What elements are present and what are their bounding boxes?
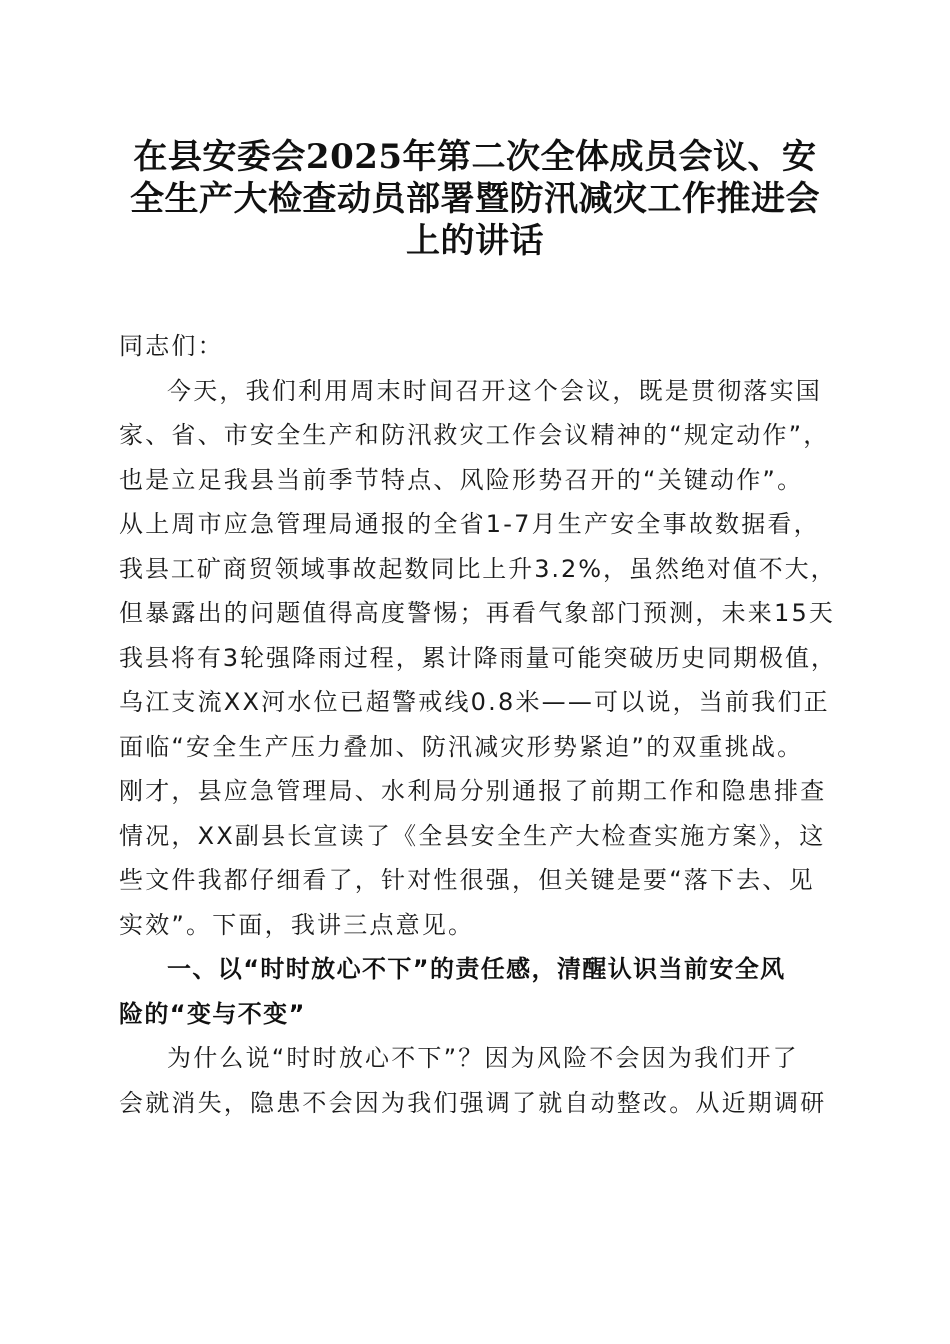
- paragraph-line: 实效”。下面，我讲三点意见。: [119, 910, 475, 939]
- paragraph-line: 乌江支流XX河水位已超警戒线0.8米——可以说，当前我们正: [119, 688, 830, 716]
- document-body: [119, 324, 839, 1125]
- title-line: 全生产大检查动员部署暨防汛减灾工作推进会: [130, 179, 820, 219]
- title-line: 上的讲话: [406, 221, 544, 261]
- paragraph-line: 今天，我们利用周末时间召开这个会议，既是贯彻落实国: [167, 376, 822, 405]
- section-heading-1: [119, 947, 839, 1036]
- paragraph-line: 为什么说“时时放心不下”？因为风险不会因为我们开了: [167, 1044, 799, 1072]
- paragraph-line: 从上周市应急管理局通报的全省1-7月生产安全事故数据看，: [119, 510, 820, 538]
- paragraph-line: 情况，XX副县长宣读了《全县安全生产大检查实施方案》，这: [119, 821, 826, 850]
- paragraph-line: 也是立足我县当前季节特点、风险形势召开的“关键动作”。: [119, 465, 804, 494]
- paragraph-line: 面临“安全生产压力叠加、防汛减灾形势紧迫”的双重挑战。: [119, 732, 804, 761]
- paragraph-section-1: [119, 1036, 839, 1125]
- paragraph-line: 我县工矿商贸领域事故起数同比上升3.2%，虽然绝对值不大，: [119, 554, 837, 583]
- title-line: 在县安委会2025年第二次全体成员会议、安: [133, 137, 817, 177]
- salutation: 同志们：: [119, 332, 224, 360]
- paragraph-line: 刚才，县应急管理局、水利局分别通报了前期工作和隐患排查: [119, 777, 827, 805]
- heading-line: 险的“变与不变”: [119, 999, 306, 1028]
- paragraph-line: 家、省、市安全生产和防汛救灾工作会议精神的“规定动作”，: [119, 421, 830, 449]
- paragraph-line: 些文件我都仔细看了，针对性很强，但关键是要“落下去、见: [119, 866, 815, 894]
- paragraph-opening: [119, 369, 839, 948]
- paragraph-line: 我县将有3轮强降雨过程，累计降雨量可能突破历史同期极值，: [119, 643, 837, 672]
- paragraph-line: 会就消失，隐患不会因为我们强调了就自动整改。从近期调研: [119, 1088, 827, 1117]
- paragraph-line: 但暴露出的问题值得高度警惕；再看气象部门预测，未来15天: [119, 599, 836, 627]
- heading-line: 一、以“时时放心不下”的责任感，清醒认识当前安全风: [167, 955, 786, 983]
- document-title: [100, 136, 850, 262]
